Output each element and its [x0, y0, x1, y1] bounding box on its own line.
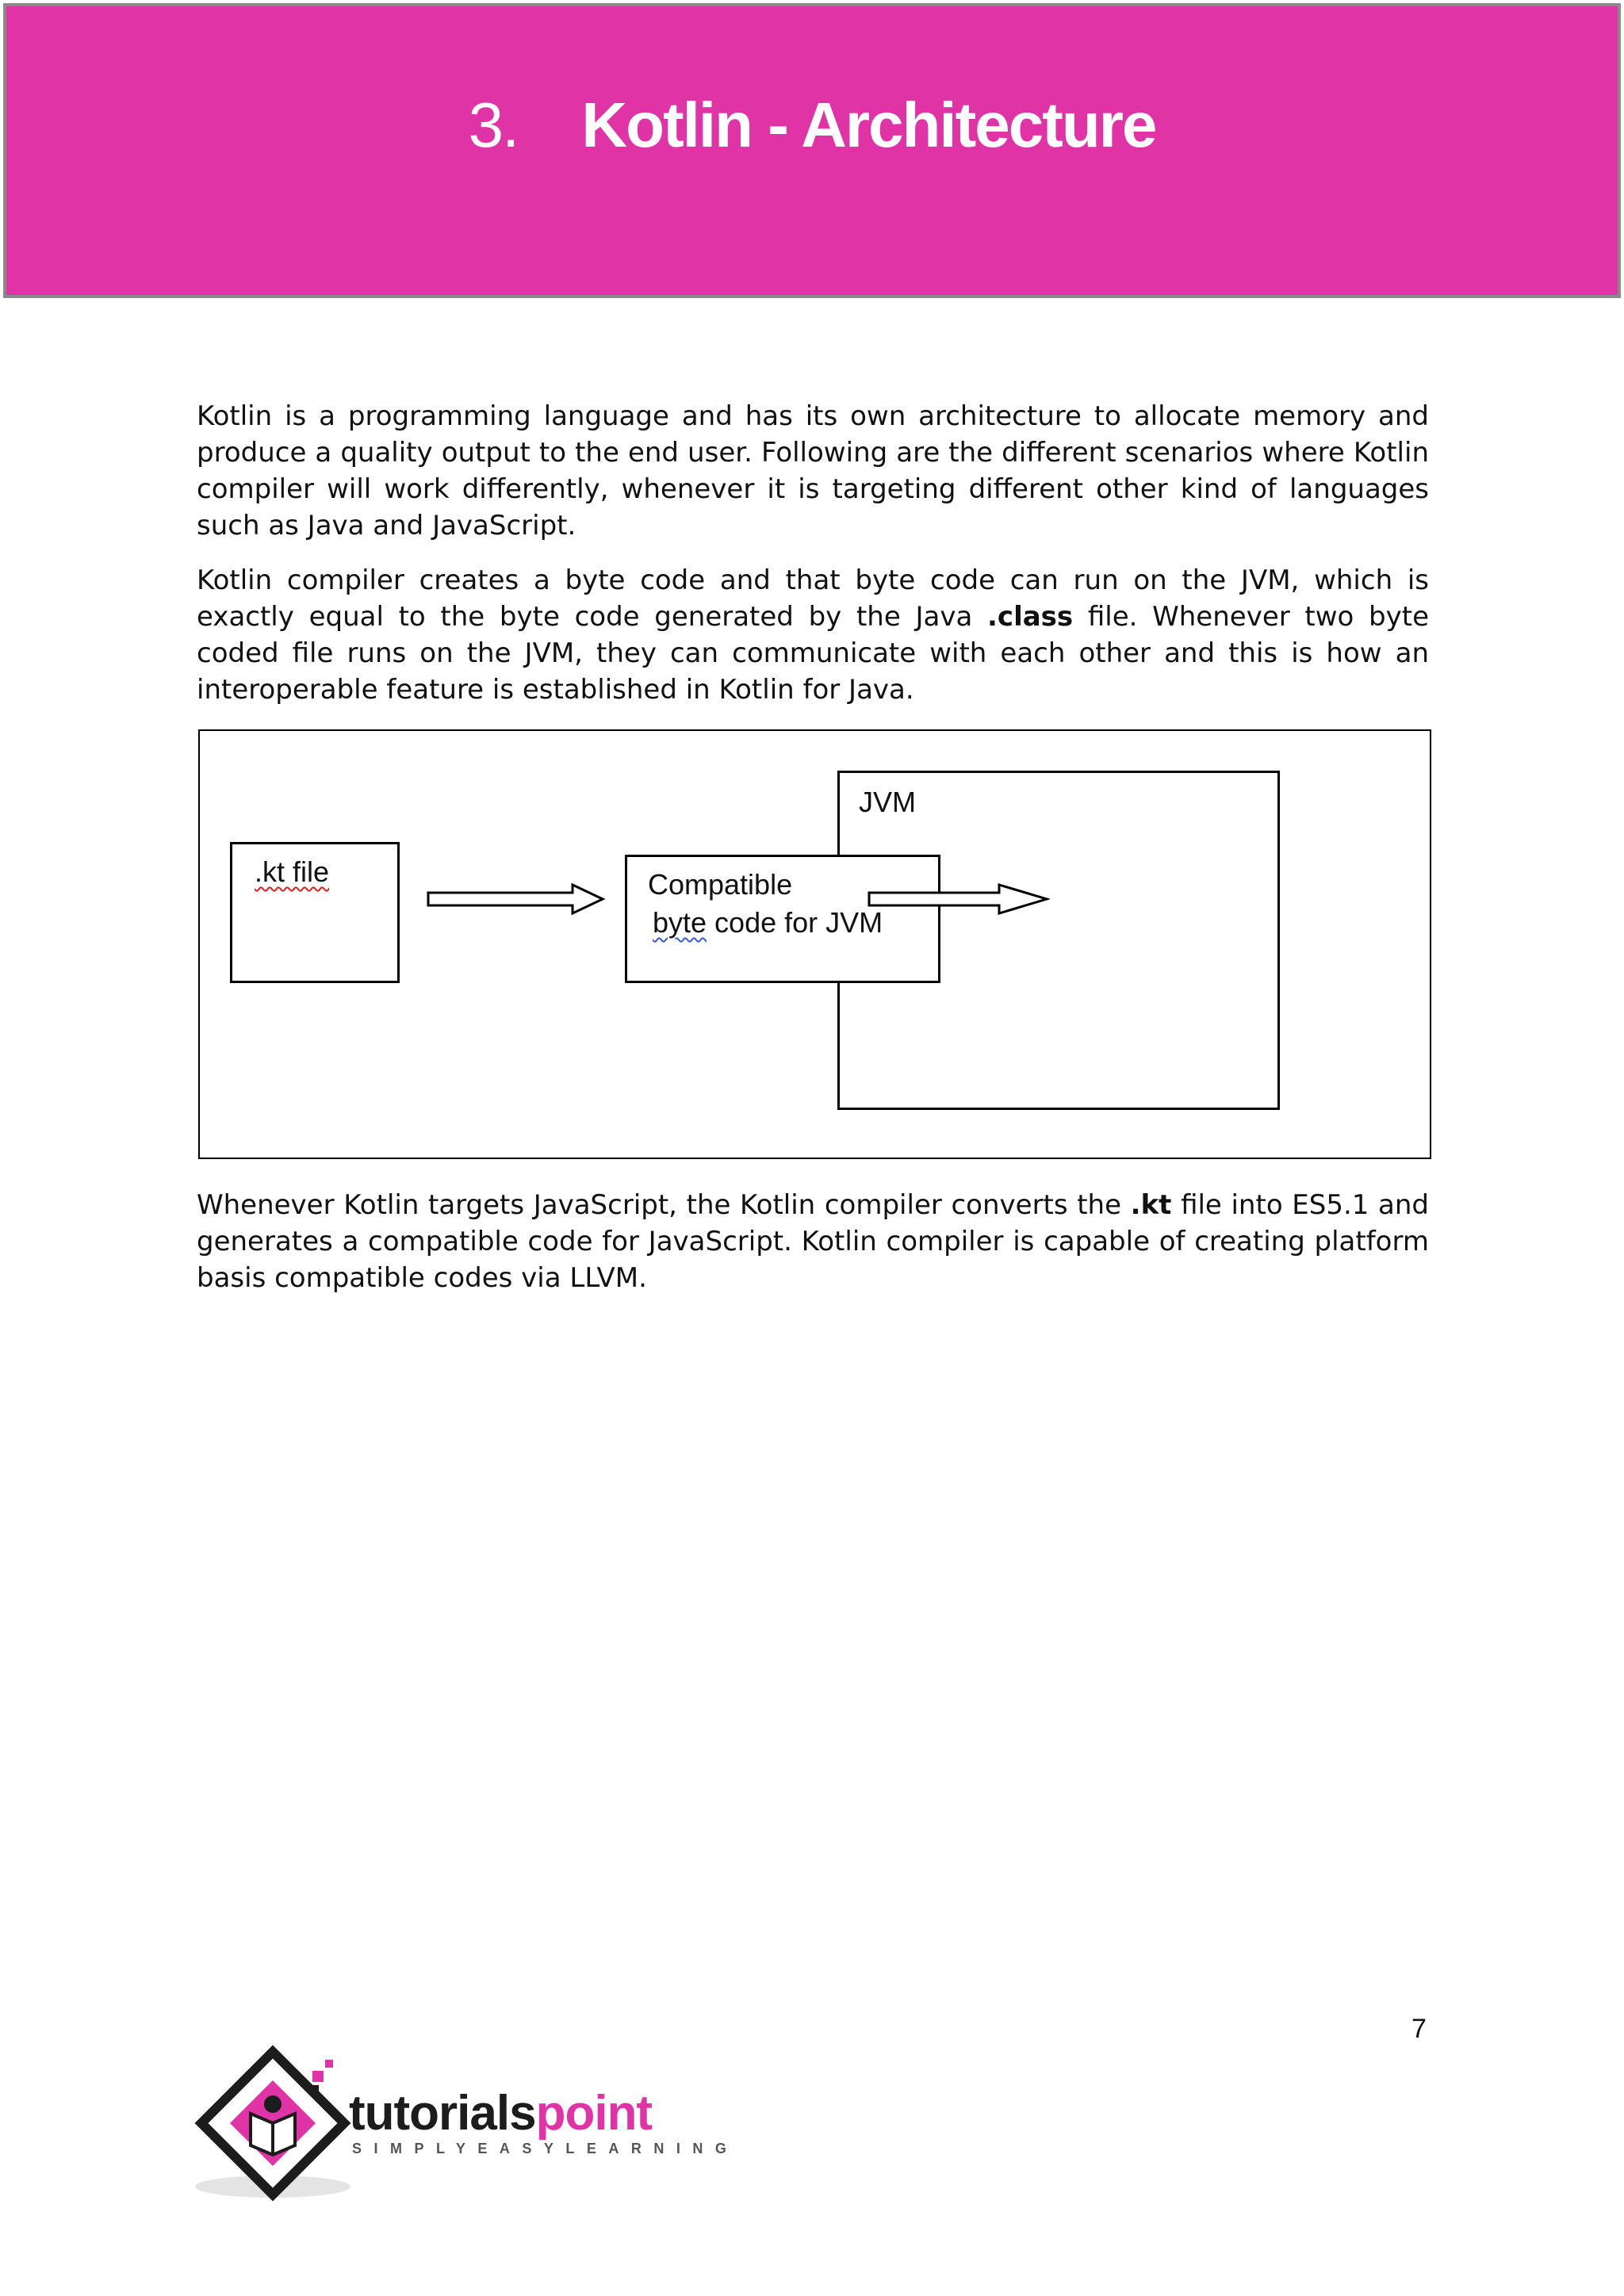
jvm-paragraph: [197, 562, 1429, 708]
jvm-paragraph-text-1: Kotlin compiler creates a byte code and that byte code can run on the JVM, which is exactly equal to the byte code generated by the Java: [197, 564, 1429, 633]
javascript-paragraph-text-2: file into ES5.1 and generates a compatible code for JavaScript. Kotlin compiler is capable of creating platform basis compatible codes via LLVM.: [197, 1189, 1429, 1294]
arrow-right-icon: [868, 882, 1050, 916]
chapter-title: Kotlin - Architecture: [581, 90, 1156, 160]
arrow-right-icon: [427, 882, 606, 916]
tutorialspoint-emblem-icon: [193, 2044, 360, 2202]
jvm-paragraph-text-2: file. Whenever two byte coded file runs on the JVM, they can communicate with each other and this is how an interoperable feature is established in Kotlin for Java.: [197, 601, 1429, 706]
tutorialspoint-logo: [193, 2044, 739, 2202]
class-keyword: .class: [987, 601, 1074, 633]
javascript-paragraph-text-1: Whenever Kotlin targets JavaScript, the Kotlin compiler converts the: [197, 1189, 1131, 1221]
bytecode-label-line1: Compatible: [648, 868, 793, 901]
page-number: 7: [1411, 2014, 1427, 2044]
kt-file-box: [230, 842, 400, 983]
kt-file-label: .kt file: [255, 855, 330, 888]
logo-tagline: SIMPLYEASYLEARNING: [352, 2141, 739, 2156]
architecture-diagram: [198, 729, 1431, 1159]
bytecode-label-line2: byte code for JVM: [653, 906, 883, 939]
javascript-paragraph: [197, 1187, 1429, 1296]
intro-paragraph: Kotlin is a programming language and has its own architecture to allocate memory and produce a quality output to the end user. Following are the different scenarios where Kotlin compiler will work differently, whenever it is targeting different other kind of languages such as Java and JavaScript.: [197, 400, 1429, 541]
kt-keyword: .kt: [1130, 1189, 1172, 1221]
logo-wordmark: tutorialspoint: [349, 2086, 653, 2141]
chapter-banner: [3, 3, 1621, 298]
bytecode-box: [625, 855, 940, 983]
chapter-number: 3.: [468, 90, 519, 160]
jvm-label: JVM: [859, 786, 916, 818]
chapter-heading: [6, 89, 1618, 162]
